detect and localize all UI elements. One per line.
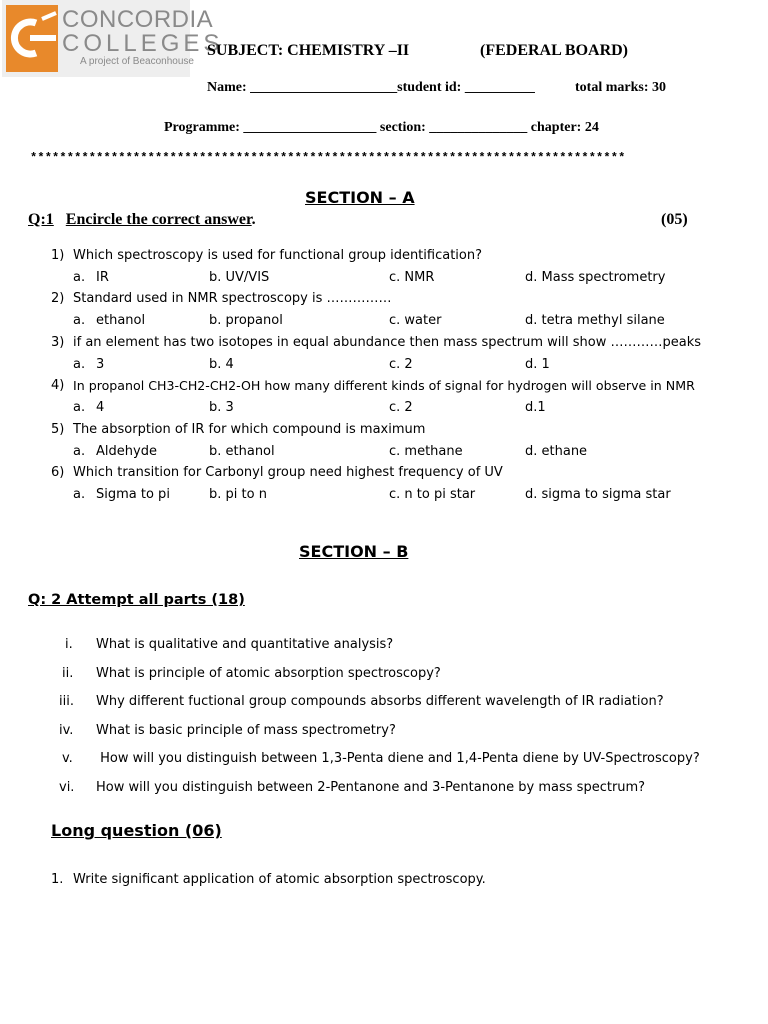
mcq-option-c: c. 2 xyxy=(389,357,413,372)
part-number: iv. xyxy=(59,723,74,738)
part-number: ii. xyxy=(62,666,74,681)
long-question-heading: Long question (06) xyxy=(51,821,222,840)
separator-stars: ********************************************************************************* xyxy=(30,151,626,165)
q1-text: Encircle the correct answer xyxy=(65,211,252,228)
section-a-title: SECTION – A xyxy=(305,188,415,207)
mcq-question: The absorption of IR for which compound is maximum xyxy=(73,422,426,437)
mcq-question: Which transition for Carbonyl group need highest frequency of UV xyxy=(73,465,503,480)
mcq-option-a: 4 xyxy=(96,400,105,415)
q1-heading xyxy=(28,211,256,229)
mcq-option-a: Aldehyde xyxy=(96,444,157,459)
long-question-text: Write significant application of atomic absorption spectroscopy. xyxy=(73,872,486,887)
part-question: What is principle of atomic absorption spectroscopy? xyxy=(96,666,441,681)
mcq-option-a-marker: a. xyxy=(73,444,86,459)
logo-name-line2: COLLEGES xyxy=(62,30,224,57)
part-question: What is basic principle of mass spectrometry? xyxy=(96,723,396,738)
mcq-option-b: b. 3 xyxy=(209,400,234,415)
part-question: What is qualitative and quantitative analysis? xyxy=(96,637,394,652)
mcq-question: if an element has two isotopes in equal abundance then mass spectrum will show …………peaks xyxy=(73,335,701,350)
mcq-option-c: c. n to pi star xyxy=(389,487,476,502)
college-logo xyxy=(2,0,224,77)
mcq-option-d: d. sigma to sigma star xyxy=(525,487,671,502)
mcq-number: 1) xyxy=(51,248,65,263)
part-number: v. xyxy=(62,751,73,766)
mcq-option-d: d. Mass spectrometry xyxy=(525,270,666,285)
mcq-option-b: b. propanol xyxy=(209,313,283,328)
mcq-option-d: d. tetra methyl silane xyxy=(525,313,665,328)
mcq-option-a-marker: a. xyxy=(73,487,86,502)
mcq-option-c: c. NMR xyxy=(389,270,435,285)
q1-marks: (05) xyxy=(661,211,688,228)
mcq-option-a-marker: a. xyxy=(73,400,86,415)
mcq-number: 6) xyxy=(51,465,65,480)
mcq-option-a-marker: a. xyxy=(73,270,86,285)
part-question: Why different fuctional group compounds absorbs different wavelength of IR radiation? xyxy=(96,694,664,709)
mcq-option-b: b. UV/VIS xyxy=(209,270,270,285)
mcq-option-a-marker: a. xyxy=(73,357,86,372)
mcq-question: In propanol CH3-CH2-CH2-OH how many different kinds of signal for hydrogen will observe in NMR xyxy=(73,378,695,393)
mcq-question: Standard used in NMR spectroscopy is …………… xyxy=(73,291,392,306)
mcq-option-d: d. 1 xyxy=(525,357,550,372)
mcq-number: 5) xyxy=(51,422,65,437)
mcq-number: 2) xyxy=(51,291,65,306)
mcq-option-a: Sigma to pi xyxy=(96,487,170,502)
part-question: How will you distinguish between 1,3-Penta diene and 1,4-Penta diene by UV-Spectroscopy? xyxy=(96,751,700,766)
section-b-title: SECTION – B xyxy=(299,542,409,561)
long-question-number: 1. xyxy=(51,872,64,887)
mcq-number: 3) xyxy=(51,335,65,350)
total-marks: total marks: 30 xyxy=(575,80,666,95)
name-studentid-field: Name: _____________________student id: __________ xyxy=(207,80,535,95)
programme-section-chapter-field: Programme: ___________________ section: ______________ chapter: 24 xyxy=(164,120,599,135)
mcq-option-b: b. pi to n xyxy=(209,487,267,502)
part-number: vi. xyxy=(59,780,75,795)
mcq-number: 4) xyxy=(51,378,65,393)
part-number: iii. xyxy=(59,694,74,709)
part-question: How will you distinguish between 2-Pentanone and 3-Pentanone by mass spectrum? xyxy=(96,780,646,795)
mcq-option-c: c. methane xyxy=(389,444,463,459)
mcq-option-c: c. water xyxy=(389,313,442,328)
q1-period: . xyxy=(251,211,256,228)
mcq-option-a: ethanol xyxy=(96,313,146,328)
logo-mark-icon xyxy=(6,5,58,72)
logo-tagline: A project of Beaconhouse xyxy=(80,56,194,67)
part-number: i. xyxy=(65,637,73,652)
board-label: (FEDERAL BOARD) xyxy=(480,42,629,59)
subject-title: SUBJECT: CHEMISTRY –II xyxy=(207,42,410,59)
q2-heading: Q: 2 Attempt all parts (18) xyxy=(28,592,245,608)
mcq-option-c: c. 2 xyxy=(389,400,413,415)
mcq-option-b: b. ethanol xyxy=(209,444,275,459)
mcq-option-a: 3 xyxy=(96,357,105,372)
mcq-option-a-marker: a. xyxy=(73,313,86,328)
mcq-option-d: d.1 xyxy=(525,400,546,415)
logo-name-line1: CONCORDIA xyxy=(62,6,214,33)
mcq-option-a: IR xyxy=(96,270,109,285)
q1-label: Q:1 xyxy=(28,211,54,228)
mcq-option-b: b. 4 xyxy=(209,357,234,372)
mcq-option-d: d. ethane xyxy=(525,444,588,459)
mcq-question: Which spectroscopy is used for functional group identification? xyxy=(73,248,482,263)
